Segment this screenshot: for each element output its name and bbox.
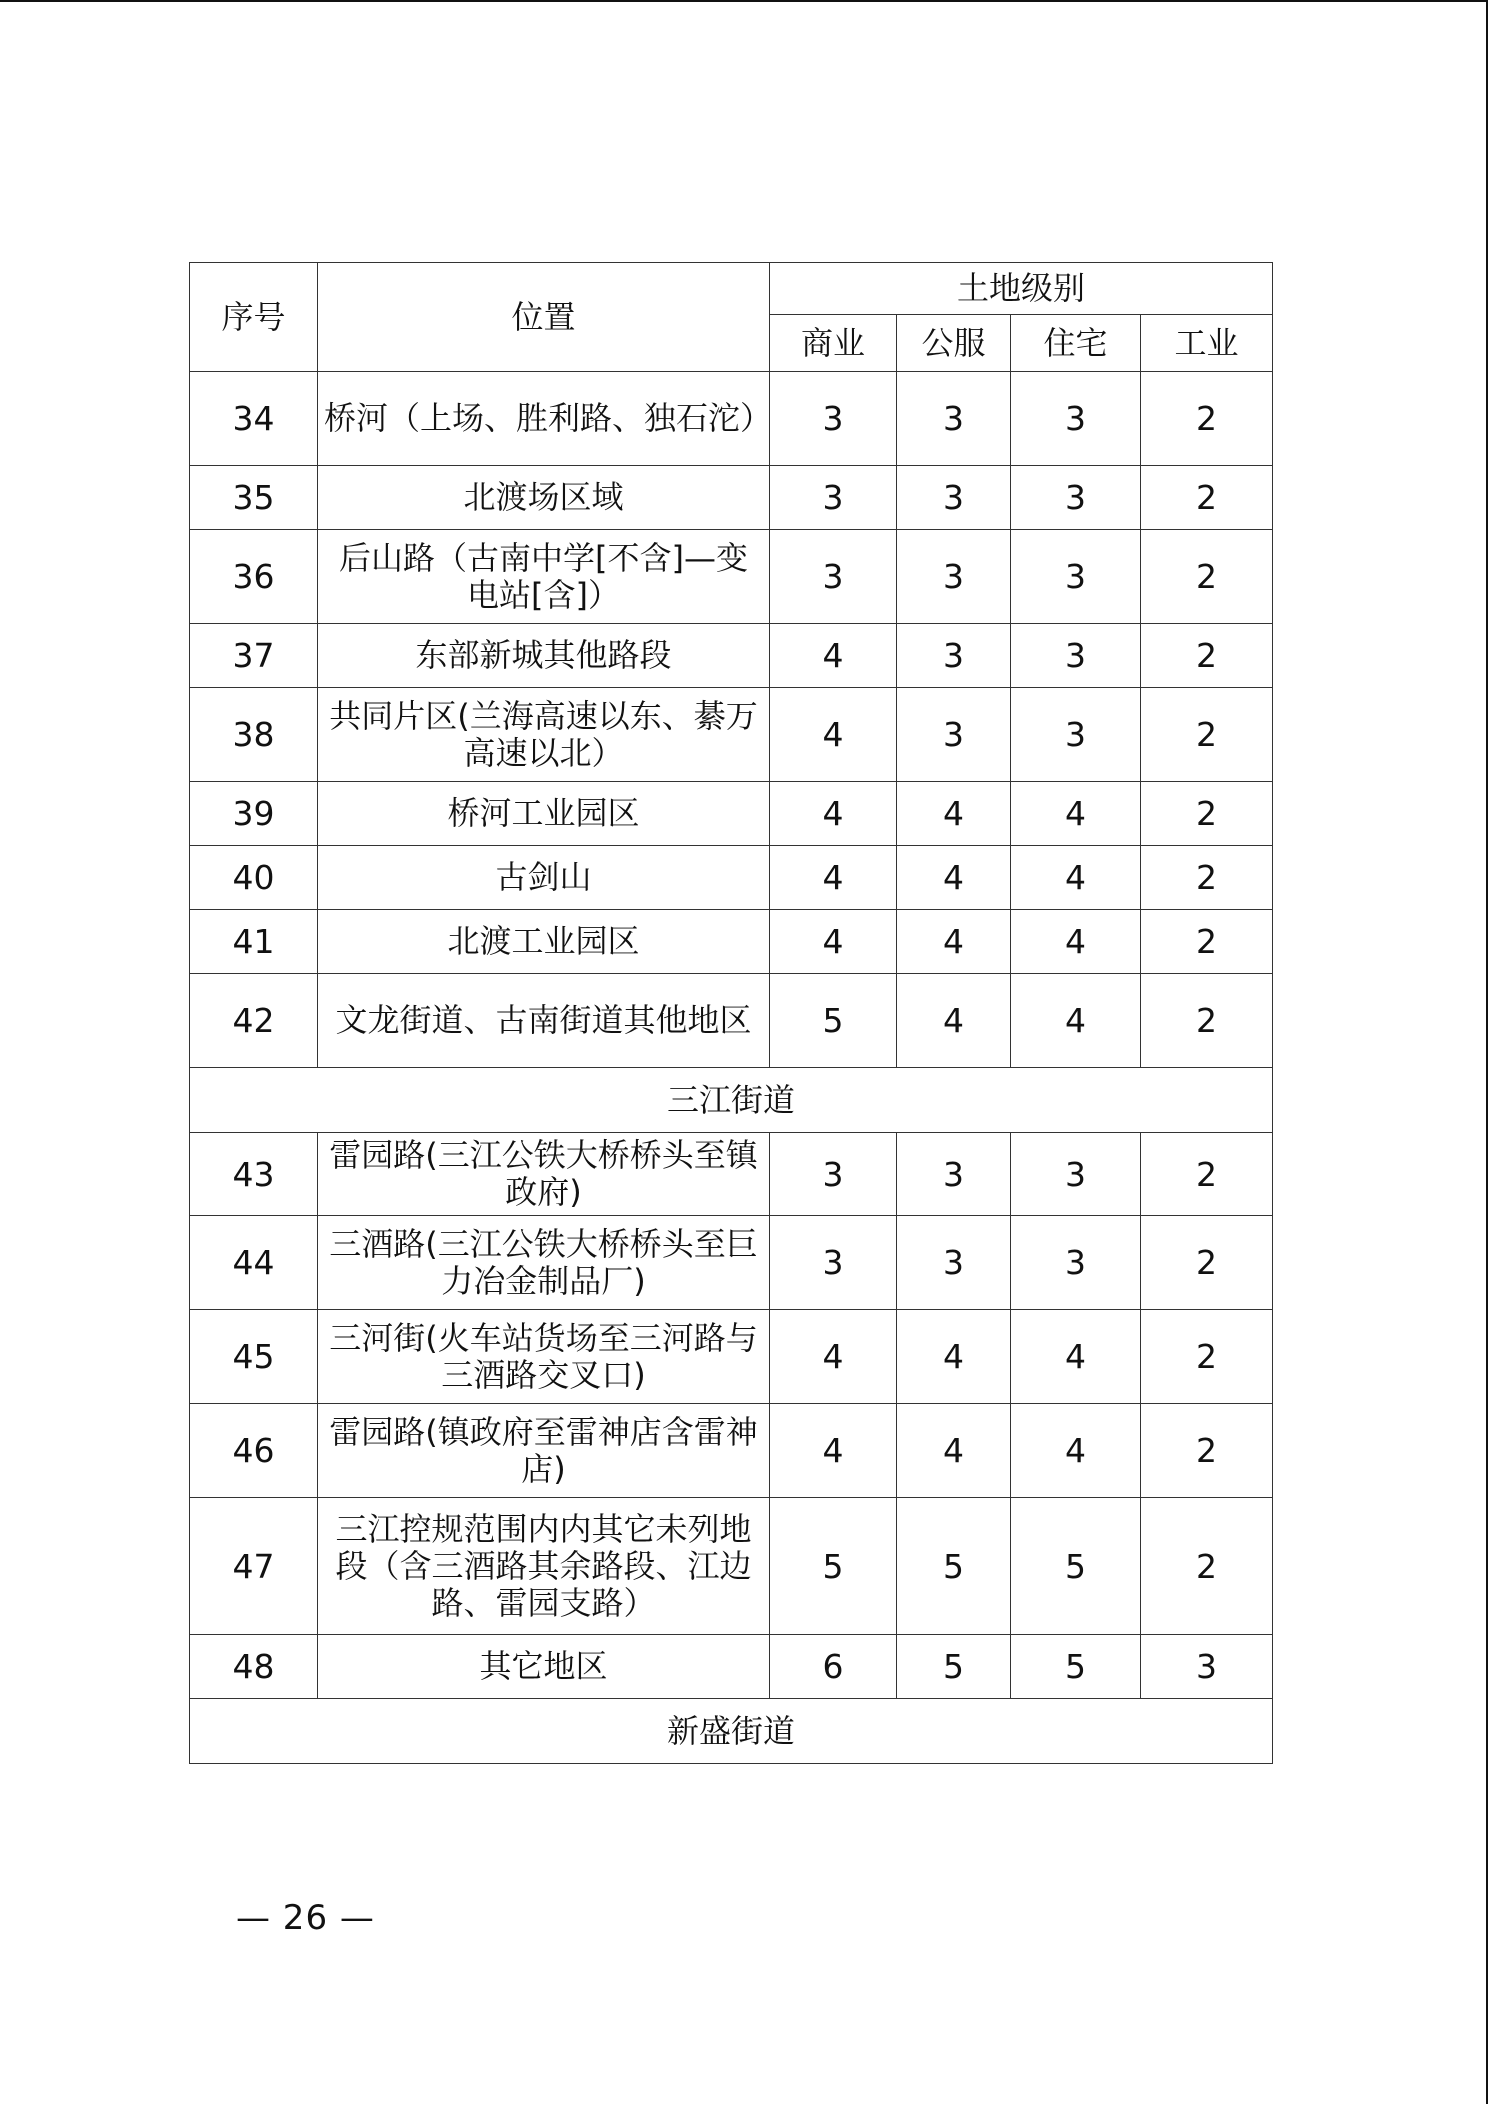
row-seq: 42 bbox=[190, 974, 318, 1068]
row-location: 桥河工业园区 bbox=[318, 782, 770, 846]
header-commercial: 商业 bbox=[770, 315, 897, 372]
row-industrial: 2 bbox=[1141, 372, 1273, 466]
row-residential: 3 bbox=[1011, 624, 1141, 688]
row-location: 雷园路(镇政府至雷神店含雷神店) bbox=[318, 1404, 770, 1498]
row-commercial: 5 bbox=[770, 1498, 897, 1635]
header-seq: 序号 bbox=[190, 263, 318, 372]
row-location: 共同片区(兰海高速以东、綦万高速以北） bbox=[318, 688, 770, 782]
row-location: 后山路（古南中学[不含]—变电站[含]） bbox=[318, 530, 770, 624]
table-row bbox=[190, 1216, 1273, 1310]
row-location: 东部新城其他路段 bbox=[318, 624, 770, 688]
row-commercial: 3 bbox=[770, 530, 897, 624]
row-location: 其它地区 bbox=[318, 1635, 770, 1699]
row-commercial: 4 bbox=[770, 624, 897, 688]
row-residential: 4 bbox=[1011, 782, 1141, 846]
table-row bbox=[190, 372, 1273, 466]
row-public-service: 3 bbox=[897, 1216, 1011, 1310]
row-seq: 46 bbox=[190, 1404, 318, 1498]
row-seq: 39 bbox=[190, 782, 318, 846]
row-public-service: 4 bbox=[897, 846, 1011, 910]
row-commercial: 4 bbox=[770, 846, 897, 910]
row-industrial: 2 bbox=[1141, 530, 1273, 624]
row-residential: 5 bbox=[1011, 1635, 1141, 1699]
row-public-service: 4 bbox=[897, 1310, 1011, 1404]
row-industrial: 2 bbox=[1141, 1498, 1273, 1635]
header-industrial: 工业 bbox=[1141, 315, 1273, 372]
row-location: 古剑山 bbox=[318, 846, 770, 910]
table-row bbox=[190, 910, 1273, 974]
row-seq: 43 bbox=[190, 1133, 318, 1216]
row-residential: 4 bbox=[1011, 846, 1141, 910]
table-row bbox=[190, 624, 1273, 688]
table-row bbox=[190, 1498, 1273, 1635]
section-row bbox=[190, 1068, 1273, 1133]
row-residential: 5 bbox=[1011, 1498, 1141, 1635]
row-industrial: 2 bbox=[1141, 688, 1273, 782]
table-row bbox=[190, 466, 1273, 530]
row-public-service: 3 bbox=[897, 688, 1011, 782]
row-seq: 47 bbox=[190, 1498, 318, 1635]
header-residential: 住宅 bbox=[1011, 315, 1141, 372]
row-public-service: 3 bbox=[897, 530, 1011, 624]
row-residential: 3 bbox=[1011, 688, 1141, 782]
row-industrial: 3 bbox=[1141, 1635, 1273, 1699]
row-public-service: 3 bbox=[897, 624, 1011, 688]
row-seq: 35 bbox=[190, 466, 318, 530]
row-seq: 38 bbox=[190, 688, 318, 782]
row-public-service: 4 bbox=[897, 910, 1011, 974]
row-commercial: 3 bbox=[770, 1216, 897, 1310]
row-seq: 40 bbox=[190, 846, 318, 910]
row-commercial: 3 bbox=[770, 466, 897, 530]
row-location: 三河街(火车站货场至三河路与三酒路交叉口) bbox=[318, 1310, 770, 1404]
table-row bbox=[190, 846, 1273, 910]
row-public-service: 3 bbox=[897, 372, 1011, 466]
table-row bbox=[190, 530, 1273, 624]
row-commercial: 4 bbox=[770, 910, 897, 974]
page-number: — 26 — bbox=[236, 1898, 375, 1938]
row-public-service: 4 bbox=[897, 782, 1011, 846]
row-industrial: 2 bbox=[1141, 782, 1273, 846]
row-location: 文龙街道、古南街道其他地区 bbox=[318, 974, 770, 1068]
row-residential: 4 bbox=[1011, 1404, 1141, 1498]
row-industrial: 2 bbox=[1141, 466, 1273, 530]
row-seq: 44 bbox=[190, 1216, 318, 1310]
header-land-level: 土地级别 bbox=[770, 263, 1273, 315]
row-industrial: 2 bbox=[1141, 1404, 1273, 1498]
row-seq: 36 bbox=[190, 530, 318, 624]
row-industrial: 2 bbox=[1141, 1216, 1273, 1310]
table-row bbox=[190, 782, 1273, 846]
row-location: 北渡工业园区 bbox=[318, 910, 770, 974]
row-commercial: 4 bbox=[770, 1310, 897, 1404]
row-commercial: 5 bbox=[770, 974, 897, 1068]
row-seq: 34 bbox=[190, 372, 318, 466]
row-location: 雷园路(三江公铁大桥桥头至镇政府) bbox=[318, 1133, 770, 1216]
row-seq: 37 bbox=[190, 624, 318, 688]
section-header-sanjiang: 三江街道 bbox=[190, 1068, 1273, 1133]
row-industrial: 2 bbox=[1141, 624, 1273, 688]
row-commercial: 4 bbox=[770, 1404, 897, 1498]
row-location: 北渡场区域 bbox=[318, 466, 770, 530]
land-level-table bbox=[189, 262, 1273, 1764]
row-industrial: 2 bbox=[1141, 910, 1273, 974]
row-residential: 3 bbox=[1011, 1216, 1141, 1310]
row-residential: 4 bbox=[1011, 974, 1141, 1068]
row-public-service: 3 bbox=[897, 1133, 1011, 1216]
row-commercial: 3 bbox=[770, 1133, 897, 1216]
row-location: 三江控规范围内内其它未列地段（含三酒路其余路段、江边路、雷园支路） bbox=[318, 1498, 770, 1635]
row-residential: 3 bbox=[1011, 530, 1141, 624]
row-seq: 45 bbox=[190, 1310, 318, 1404]
table-row bbox=[190, 688, 1273, 782]
row-public-service: 4 bbox=[897, 1404, 1011, 1498]
row-public-service: 3 bbox=[897, 466, 1011, 530]
page-top-border bbox=[0, 0, 1488, 2]
table-row bbox=[190, 1310, 1273, 1404]
table-row bbox=[190, 1133, 1273, 1216]
row-residential: 3 bbox=[1011, 372, 1141, 466]
row-industrial: 2 bbox=[1141, 1310, 1273, 1404]
table-row bbox=[190, 1404, 1273, 1498]
row-industrial: 2 bbox=[1141, 974, 1273, 1068]
row-industrial: 2 bbox=[1141, 1133, 1273, 1216]
row-location: 桥河（上场、胜利路、独石沱） bbox=[318, 372, 770, 466]
section-row bbox=[190, 1699, 1273, 1764]
row-public-service: 5 bbox=[897, 1498, 1011, 1635]
row-commercial: 4 bbox=[770, 782, 897, 846]
table-row bbox=[190, 974, 1273, 1068]
header-public-service: 公服 bbox=[897, 315, 1011, 372]
row-residential: 4 bbox=[1011, 910, 1141, 974]
row-commercial: 4 bbox=[770, 688, 897, 782]
row-location: 三酒路(三江公铁大桥桥头至巨力冶金制品厂) bbox=[318, 1216, 770, 1310]
row-seq: 41 bbox=[190, 910, 318, 974]
table-row bbox=[190, 1635, 1273, 1699]
row-commercial: 6 bbox=[770, 1635, 897, 1699]
row-seq: 48 bbox=[190, 1635, 318, 1699]
row-residential: 4 bbox=[1011, 1310, 1141, 1404]
header-location: 位置 bbox=[318, 263, 770, 372]
row-public-service: 4 bbox=[897, 974, 1011, 1068]
row-residential: 3 bbox=[1011, 1133, 1141, 1216]
row-public-service: 5 bbox=[897, 1635, 1011, 1699]
row-commercial: 3 bbox=[770, 372, 897, 466]
row-residential: 3 bbox=[1011, 466, 1141, 530]
row-industrial: 2 bbox=[1141, 846, 1273, 910]
section-header-xinsheng: 新盛街道 bbox=[190, 1699, 1273, 1764]
